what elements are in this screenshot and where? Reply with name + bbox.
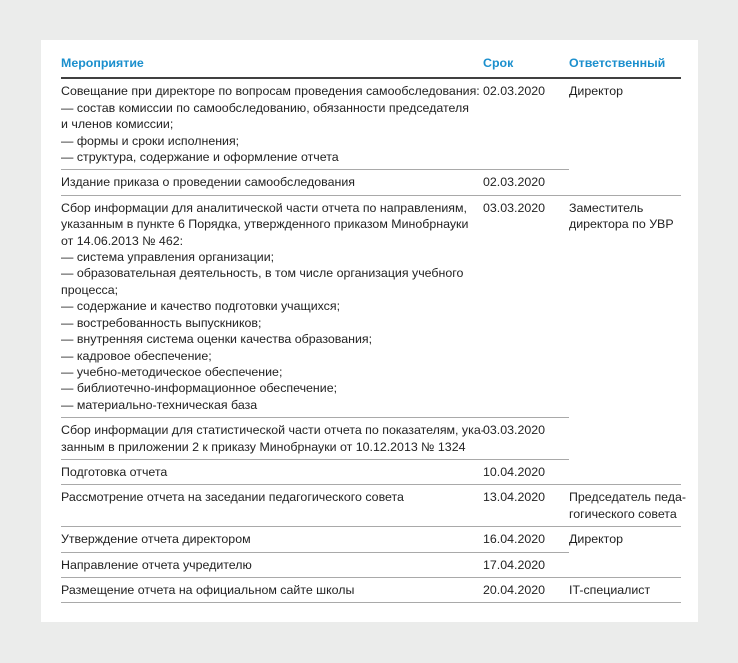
date-cell: 13.04.2020 [483, 485, 569, 527]
table-row [61, 195, 681, 417]
responsible-cell [569, 577, 681, 602]
event-line: процесса; [61, 282, 119, 297]
date-cell: 02.03.2020 [483, 78, 569, 170]
event-cell [61, 195, 483, 417]
responsible-line: Заместитель [569, 200, 644, 215]
responsible-cell [569, 195, 681, 485]
event-cell [61, 418, 483, 460]
date-cell: 02.03.2020 [483, 170, 569, 195]
table-header-row [61, 52, 681, 78]
event-line: — материально-техническая база [61, 397, 258, 412]
event-line: Сбор информации для аналитической части отчета по направлениям, [61, 200, 467, 215]
event-cell [61, 577, 483, 602]
date-cell: 03.03.2020 [483, 418, 569, 460]
event-line: — библиотечно-информационное обеспечение; [61, 381, 338, 396]
event-line: указанным в пункте 6 Порядка, утвержденного приказом Минобрнауки [61, 217, 469, 232]
responsible-line: Председатель педа- [569, 490, 687, 505]
header-responsible: Ответственный [569, 52, 681, 78]
event-line: — структура, содержание и оформление отчета [61, 150, 339, 165]
event-line: Рассмотрение отчета на заседании педагогического совета [61, 490, 404, 505]
event-line: и членов комиссии; [61, 117, 174, 132]
event-line: Направление отчета учредителю [61, 557, 252, 572]
event-cell [61, 485, 483, 527]
event-line: Утверждение отчета директором [61, 532, 251, 547]
event-line: — формы и сроки исполнения; [61, 133, 240, 148]
event-line: Подготовка отчета [61, 464, 168, 479]
self-assessment-plan-table [61, 52, 687, 603]
responsible-line: Директор [569, 532, 623, 547]
header-event: Мероприятие [61, 52, 483, 78]
event-line: Совещание при директоре по вопросам проведения самообследования: [61, 84, 480, 99]
event-line: — востребованность выпускников; [61, 315, 262, 330]
event-line: — кадровое обеспечение; [61, 348, 212, 363]
responsible-cell [569, 527, 681, 578]
event-cell [61, 170, 483, 195]
date-cell: 03.03.2020 [483, 195, 569, 417]
date-cell: 16.04.2020 [483, 527, 569, 552]
document-card [41, 40, 698, 622]
event-cell [61, 459, 483, 484]
event-line: занным в приложении 2 к приказу Минобрнауки от 10.12.2013 № 1324 [61, 439, 466, 454]
header-date: Срок [483, 52, 569, 78]
event-line: Издание приказа о проведении самообследования [61, 175, 355, 190]
date-cell: 20.04.2020 [483, 577, 569, 602]
event-line: — образовательная деятельность, в том числе организация учебного [61, 266, 464, 281]
event-line: — содержание и качество подготовки учащихся; [61, 299, 341, 314]
event-cell [61, 527, 483, 552]
responsible-cell [569, 485, 687, 527]
table-row [61, 577, 681, 602]
responsible-line: Директор [569, 84, 623, 99]
event-line: Размещение отчета на официальном сайте школы [61, 582, 355, 597]
table-row [61, 78, 681, 170]
event-line: — система управления организации; [61, 250, 275, 265]
date-cell: 17.04.2020 [483, 552, 569, 577]
responsible-line: директора по УВР [569, 217, 674, 232]
event-line: — состав комиссии по самообследованию, обязанности председателя [61, 100, 469, 115]
event-cell [61, 552, 483, 577]
table-row [61, 527, 681, 552]
event-cell [61, 78, 483, 170]
table-row [61, 485, 681, 527]
event-line: — внутренняя система оценки качества образования; [61, 332, 373, 347]
event-line: Сбор информации для статистической части отчета по показателям, ука- [61, 423, 485, 438]
responsible-cell [569, 78, 681, 195]
responsible-line: гогического совета [569, 506, 677, 521]
event-line: — учебно-методическое обеспечение; [61, 364, 283, 379]
responsible-line: IT-специалист [569, 582, 651, 597]
event-line: от 14.06.2013 № 462: [61, 233, 184, 248]
date-cell: 10.04.2020 [483, 459, 569, 484]
